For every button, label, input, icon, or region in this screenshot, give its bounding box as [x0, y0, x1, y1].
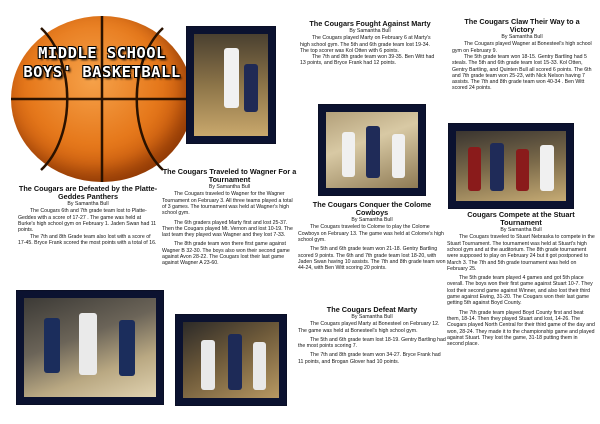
- game-photo: [175, 314, 287, 406]
- byline: By Samantha Bull: [351, 314, 393, 321]
- headline: The Cougars Conquer the Colome Cowboys: [312, 200, 432, 218]
- basketball-graphic: [11, 16, 193, 182]
- paragraph: The 7th and 8th grade team won 39-35. Ben Witt had 13 points, and Bryce Frank had 12 points.: [300, 54, 435, 67]
- byline: By Samantha Bull: [67, 201, 109, 208]
- paragraph: The 7th and 8th grade team won 34-27. Bryce Frank had 11 points, and Brogan Glover had 10 points.: [298, 352, 441, 365]
- paragraph: The Cougars played Marty at Bonesteel on February 12. The game was held at Bonesteel's high school gym.: [298, 321, 440, 334]
- game-photo: [318, 104, 426, 196]
- headline: The Cougars Fought Against Marty: [309, 19, 431, 28]
- byline: By Samantha Bull: [208, 184, 251, 191]
- article-stuart-tournament: [447, 211, 595, 347]
- article-conquer-colome: [298, 201, 446, 271]
- game-photo: [448, 123, 574, 209]
- game-photo: [186, 26, 276, 144]
- paragraph: The 5th and 6th grade team won 21-18. Gentry Bartling scored 9 points. The 6th and 7th grade team lost 18-20, with Jaden Swan having 10 assists. The 7th and 8th grade team won 44-24, with Ben Witt scoring 20 points.: [298, 246, 446, 272]
- headline: The Cougars Defeat Marty: [326, 305, 418, 314]
- article-platte-geddes: [18, 185, 158, 246]
- paragraph: The Cougars 6th and 7th grade team lost to Platte-Geddes with a score of 17-27 . The game was held at Burke's high school gym on February 1. Jaden Swan had 11 points.: [18, 208, 157, 234]
- paragraph: The Cougars traveled to Colome to play the Colome Cowboys on February 13. The game was held at Colome's high school gym.: [298, 224, 444, 243]
- paragraph: The 5th grade team won 18-15. Gentry Bartling had 5 steals. The 5th and 6th grade team lost 15-33. Kol Otten, Gentry Bartling, and Quinten Bull all scored 6 points. The 6th and 7th grade team won 25-23, with Nick Nelson having 7 assists. The 7th and 8th grade team won 40-34 . Ben Witt scored 24 points.: [452, 54, 592, 92]
- byline: By Samantha Bull: [349, 28, 391, 35]
- game-photo: [16, 290, 164, 405]
- paragraph: The 5th grade team played 4 games and got 5th place overall. The boys won their first game against Stuart 10-7. They lost their second game against Winner, and also lost their third game against Ewing, 31-20. The Cougars won their last game getting 5th against Boyd County.: [447, 275, 593, 307]
- headline: The Cougars Traveled to Wagner For a Tournament: [162, 167, 297, 185]
- paragraph: The 8th grade team won there first game against Wagner B 32-30. The boys also won their second game against Avon 28-22. The Cougars lost their last game against Wagner A 23-60.: [162, 241, 290, 267]
- headline: The Cougars Claw Their Way to a Victory: [464, 17, 580, 35]
- headline: Cougars Compete at the Stuart Tournament: [467, 210, 575, 228]
- basketball-seams: [11, 16, 193, 182]
- article-defeat-marty: [298, 306, 446, 365]
- headline: The Cougars are Defeated by the Platte-Geddes Panthers: [18, 184, 158, 202]
- byline: By Samantha Bull: [500, 227, 542, 234]
- paragraph: The Cougars played Wagner at Bonesteel's high school gym on February 9.: [452, 41, 592, 54]
- paragraph: The 6th graders played Marty first and lost 25-37. Then the Cougars played Mt. Vernon and lost 10-19. The last team they played was Wagner and they lost 7-33.: [162, 219, 293, 239]
- paragraph: The Cougars played Marty on February 6 at Marty's high school gym. The 5th and 6th grade team lost 19-34. The top scorer was Kol Otten with 6 points.: [300, 35, 431, 54]
- byline: By Samantha Bull: [351, 217, 393, 224]
- article-wagner-tournament: [162, 168, 297, 267]
- paragraph: The Cougars traveled to Wagner for the Wagner Tournament on February 3. All three teams played a total of 3 games. The tournament was held at Wagner's high school gym.: [162, 191, 293, 217]
- paragraph: The 5th and 6th grade team lost 18-19. Gentry Bartling had the most points scoring 7.: [298, 336, 446, 350]
- paragraph: The Cougars traveled to Stuart Nebraska to compete in the Stuart Tournament. The tournament was held at Stuart's high school gym and at the auditorium. The 8th grade tournament were supposed to play on February 24 but it got postponed to March 3. The 7th and 5th grade tournament was held on February 25.: [447, 234, 595, 272]
- article-fought-marty: [300, 20, 440, 67]
- paragraph: The 7th grade team played Boyd County first and beat them, 18-14. Then they played Stuart and lost, 14-26. The Cougars played North Central for their third game of the day and won, 28-24. They made it to the championship game and played against Stuart. They lost the game, 31-18 putting them in second place.: [447, 309, 595, 348]
- masthead-title: MIDDLE SCHOOL BOYS' BASKETBALL: [23, 44, 181, 81]
- byline: By Samantha Bull: [501, 34, 543, 41]
- article-claw-victory: [452, 18, 592, 92]
- paragraph: The 7th and 8th Grade team also lost with a score of 17-45. Bryce Frank scored the most points with a total of 16.: [18, 233, 157, 246]
